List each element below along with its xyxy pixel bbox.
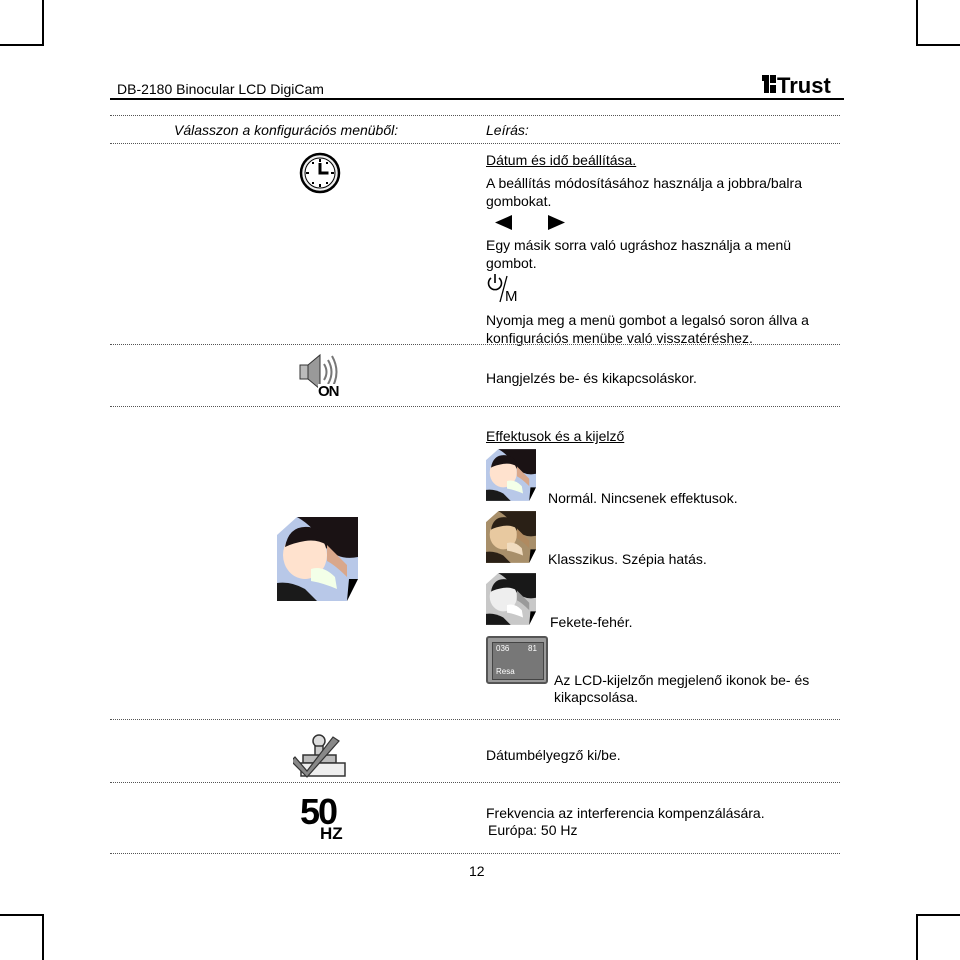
crop-mark-tr-h xyxy=(916,44,960,46)
face-normal-icon xyxy=(486,449,536,501)
lcd-text: Az LCD-kijelzőn megjelenő ikonok be- és xyxy=(554,672,810,688)
crop-mark-bl-h xyxy=(0,914,44,916)
frequency-icon-big: 50 xyxy=(300,791,337,832)
lcd-text: kikapcsolása. xyxy=(554,689,639,705)
menu-symbol: M xyxy=(505,288,518,305)
trust-logo-mark xyxy=(762,72,844,98)
effect-bw-label: Fekete-fehér. xyxy=(550,614,633,630)
clock-icon xyxy=(299,152,341,194)
datetime-text: Nyomja meg a menü gombot a legalsó soron állva a xyxy=(486,312,809,328)
arrow-left-icon xyxy=(495,215,513,231)
frequency-icon-small: HZ xyxy=(320,824,343,843)
column-header-right: Leírás: xyxy=(486,122,529,138)
header-rule xyxy=(110,98,844,100)
power-menu-icon xyxy=(486,273,526,305)
lcd-display-icon xyxy=(486,636,548,684)
effect-sepia-label: Klasszikus. Szépia hatás. xyxy=(548,551,707,567)
crop-mark-tl-h xyxy=(0,44,44,46)
crop-mark-tl-v xyxy=(42,0,44,46)
sound-text: Hangjelzés be- és kikapcsoláskor. xyxy=(486,370,697,386)
separator xyxy=(110,853,840,854)
frequency-text: Frekvencia az interferencia kompenzálására. xyxy=(486,805,765,821)
separator xyxy=(110,719,840,720)
crop-mark-tr-v xyxy=(916,0,918,46)
datetime-text: gombokat. xyxy=(486,193,552,209)
lcd-icon-mode: Resa xyxy=(496,667,515,676)
separator xyxy=(110,344,840,345)
speaker-on-label: ON xyxy=(318,383,339,400)
separator xyxy=(110,782,840,783)
page-number: 12 xyxy=(469,863,485,879)
crop-mark-br-v xyxy=(916,914,918,960)
datestamp-text: Dátumbélyegző ki/be. xyxy=(486,747,621,763)
document-title: DB-2180 Binocular LCD DigiCam xyxy=(117,81,324,97)
frequency-text: Európa: 50 Hz xyxy=(488,822,578,838)
effects-heading: Effektusok és a kijelző xyxy=(486,428,625,444)
frequency-50hz-icon xyxy=(300,791,350,846)
datetime-text: Egy másik sorra való ugráshoz használja a menü xyxy=(486,237,792,253)
arrow-right-icon xyxy=(548,215,566,231)
lcd-icon-number: 81 xyxy=(528,644,537,653)
lcd-icon-count: 036 xyxy=(496,644,510,653)
column-header-left: Válasszon a konfigurációs menüből: xyxy=(174,122,399,138)
datetime-heading: Dátum és idő beállítása. xyxy=(486,152,637,168)
face-bw-icon xyxy=(486,573,536,625)
separator xyxy=(110,406,840,407)
separator xyxy=(110,115,840,116)
datetime-text: gombot. xyxy=(486,255,537,271)
trust-logo xyxy=(762,72,844,98)
datetime-text: A beállítás módosításához használja a jobbra/balra xyxy=(486,175,802,191)
crop-mark-br-h xyxy=(916,914,960,916)
crop-mark-bl-v xyxy=(42,914,44,960)
datetime-text: konfigurációs menübe való visszatéréshez. xyxy=(486,330,753,346)
speaker-on-icon xyxy=(298,352,342,402)
effect-normal-label: Normál. Nincsenek effektusok. xyxy=(548,490,738,506)
face-sepia-icon xyxy=(486,511,536,563)
separator xyxy=(110,143,840,144)
face-effects-icon xyxy=(277,517,358,601)
trust-logo-text: Trust xyxy=(777,73,831,98)
date-stamp-icon xyxy=(293,731,347,779)
